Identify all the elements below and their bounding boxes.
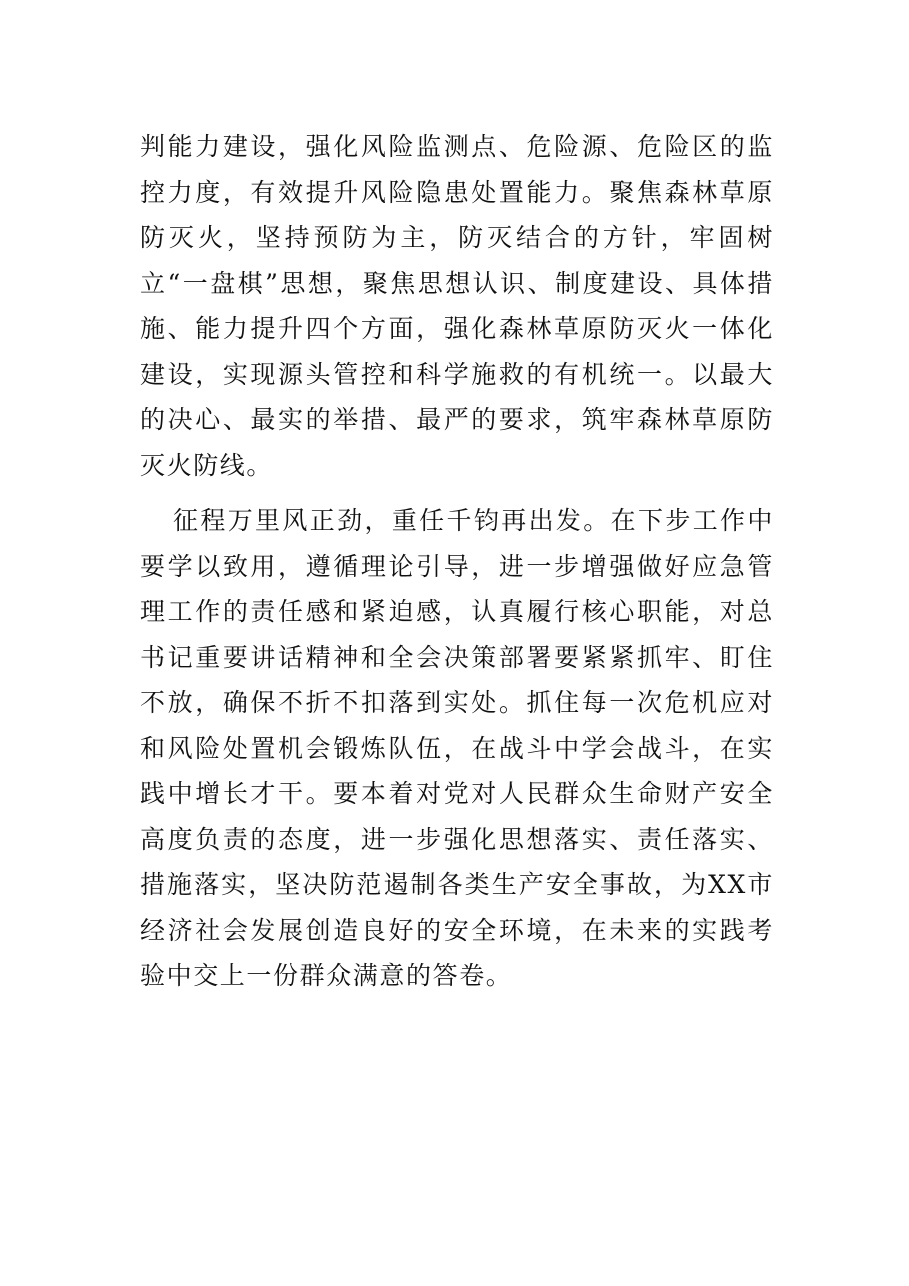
paragraph-continued: 判能力建设，强化风险监测点、危险源、危险区的监控力度，有效提升风险隐患处置能力。聚焦森林草原防灭火，坚持预防为主，防灭结合的方针，牢固树立“一盘棋”思想，聚焦思想认识、制度建设、具体措施、能力提升四个方面，强化森林草原防灭火一体化建设，实现源头管控和科学施救的有机统一。以最大的决心、最实的举措、最严的要求，筑牢森林草原防灭火防线。 [140,132,774,480]
paragraph-closing: 征程万里风正劲，重任千钧再出发。在下步工作中要学以致用，遵循理论引导，进一步增强做好应急管理工作的责任感和紧迫感，认真履行核心职能，对总书记重要讲话精神和全会决策部署要紧紧抓牢、盯住不放，确保不折不扣落到实处。抓住每一次危机应对和风险处置机会锻炼队伍，在战斗中学会战斗，在实践中增长才干。要本着对党对人民群众生命财产安全高度负责的态度，进一步强化思想落实、责任落实、措施落实，坚决防范遏制各类生产安全事故，为XX市经济社会发展创造良好的安全环境，在未来的实践考验中交上一份群众满意的答卷。 [140,506,774,990]
document-body [140,124,774,999]
